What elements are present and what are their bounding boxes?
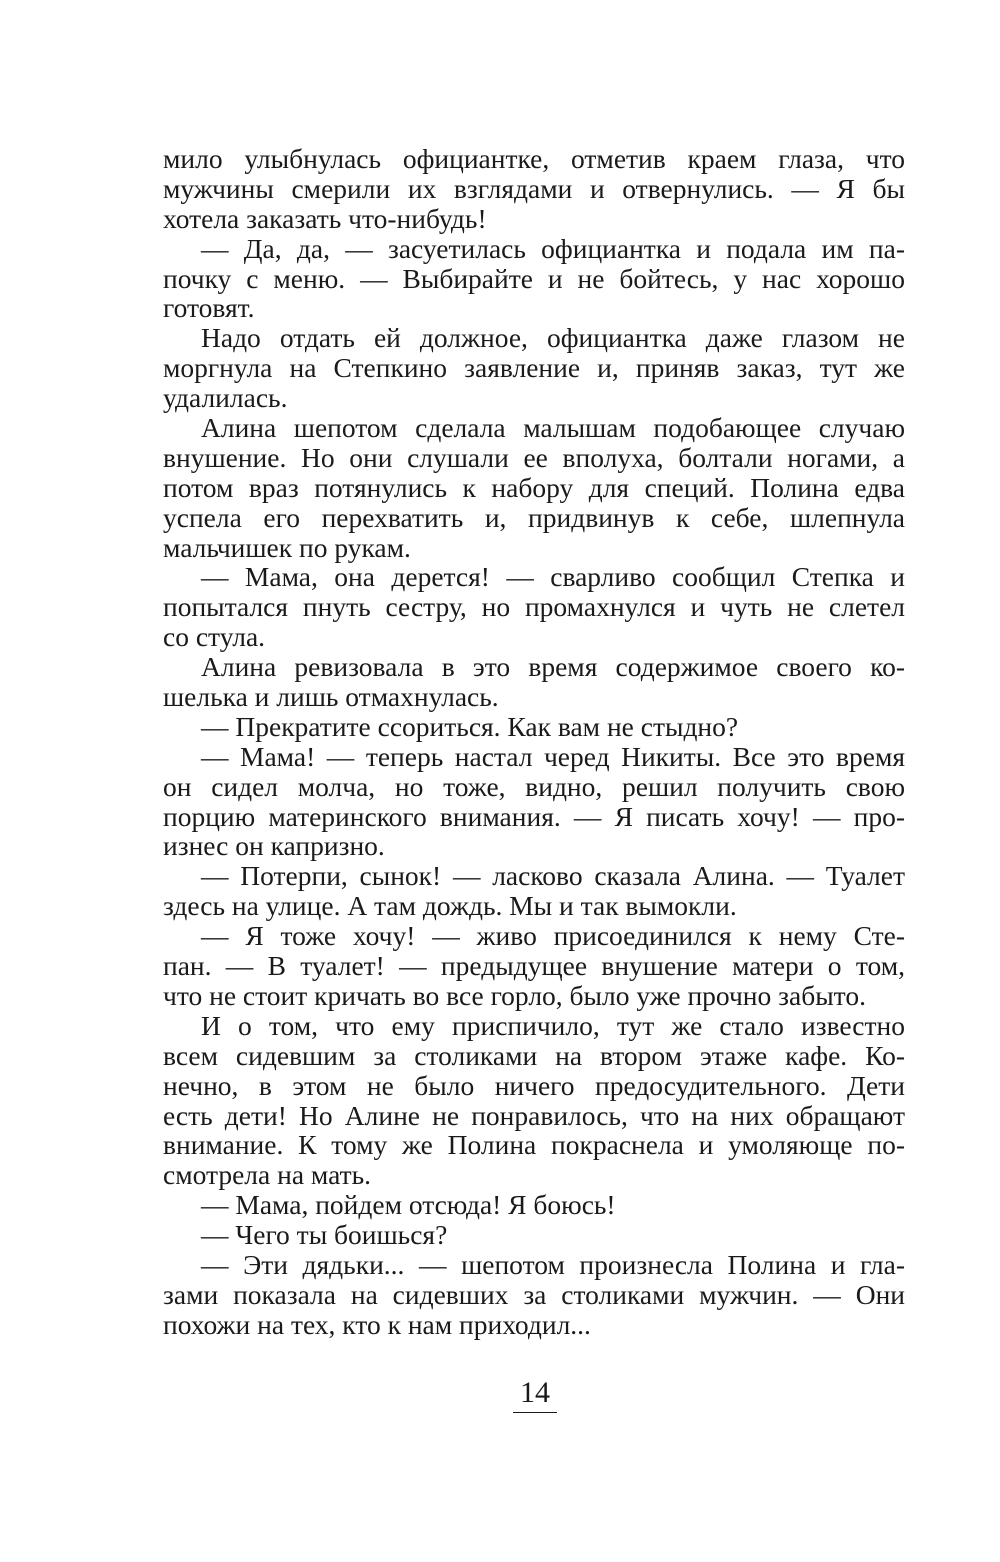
text-line: попытался пнуть сестру, но промахнулся и чуть не слетел xyxy=(163,591,905,623)
text-line: мужчины смерили их взглядами и отвернулись. — Я бы xyxy=(163,172,905,204)
text-line: Алина шепотом сделала малышам подобающее случаю xyxy=(201,412,905,444)
text-line: есть дети! Но Алине не понравилось, что на них обращают xyxy=(163,1099,905,1131)
text-line: успела его перехватить и, придвинув к себе, шлепнула xyxy=(163,501,905,533)
body-text xyxy=(163,144,905,1340)
text-line: готовят. xyxy=(163,292,255,324)
text-line: он сидел молча, но тоже, видно, решил получить свою xyxy=(163,770,905,802)
text-line: смотрела на мать. xyxy=(163,1159,372,1191)
text-line: — Мама, она дерется! — сварливо сообщил Степка и xyxy=(201,561,905,593)
text-line: моргнула на Степкино заявление и, приняв заказ, тут же xyxy=(163,352,905,384)
text-line: — Мама! — теперь настал черед Никиты. Все это время xyxy=(201,740,905,772)
text-line: И о том, что ему приспичило, тут же стало известно xyxy=(201,1009,905,1041)
text-line: — Мама, пойдем отсюда! Я боюсь! xyxy=(201,1189,616,1221)
text-line: что не стоит кричать во все горло, было уже прочно забыто. xyxy=(163,979,866,1011)
text-line: здесь на улице. А там дождь. Мы и так вымокли. xyxy=(163,890,737,922)
text-line: изнес он капризно. xyxy=(163,830,385,862)
text-line: потом враз потянулись к набору для специй. Полина едва xyxy=(163,471,905,503)
text-line: удалилась. xyxy=(163,382,288,414)
text-line: всем сидевшим за столиками на втором этаже кафе. Ко- xyxy=(163,1039,905,1071)
text-line: почку с меню. — Выбирайте и не бойтесь, у нас хорошо xyxy=(163,262,905,294)
text-line: внушение. Но они слушали ее вполуха, болтали ногами, а xyxy=(163,441,905,473)
text-line: пан. — В туалет! — предыдущее внушение матери о том, xyxy=(163,950,905,982)
text-line: мило улыбнулась официантке, отметив краем глаза, что xyxy=(163,143,905,174)
text-line: — Я тоже хочу! — живо присоединился к нему Сте- xyxy=(201,920,905,952)
text-line: Надо отдать ей должное, официантка даже глазом не xyxy=(201,322,905,354)
text-line: — Потерпи, сынок! — ласково сказала Алина. — Туалет xyxy=(201,860,905,892)
text-line: Алина ревизовала в это время содержимое своего ко- xyxy=(201,651,905,683)
text-line: со стула. xyxy=(163,621,266,653)
text-line: — Эти дядьки... — шепотом произнесла Полина и гла- xyxy=(201,1248,905,1280)
text-line: похожи на тех, кто к нам приходил... xyxy=(163,1308,591,1340)
text-line: — Прекратите ссориться. Как вам не стыдно? xyxy=(201,710,739,742)
text-line: зами показала на сидевших за столиками мужчин. — Они xyxy=(163,1278,905,1310)
text-line: порцию материнского внимания. — Я писать хочу! — про- xyxy=(163,800,905,832)
text-line: — Да, да, — засуетилась официантка и подала им па- xyxy=(201,232,905,264)
text-line: — Чего ты боишься? xyxy=(201,1219,448,1251)
text-line: мальчишек по рукам. xyxy=(163,531,411,563)
text-line: внимание. К тому же Полина покраснела и умоляюще по- xyxy=(163,1129,905,1161)
text-line: нечно, в этом не было ничего предосудительного. Дети xyxy=(163,1069,905,1101)
text-line: шелька и лишь отмахнулась. xyxy=(163,681,499,713)
text-line: хотела заказать что-нибудь! xyxy=(163,202,487,234)
page-number: 14 xyxy=(513,1376,557,1413)
